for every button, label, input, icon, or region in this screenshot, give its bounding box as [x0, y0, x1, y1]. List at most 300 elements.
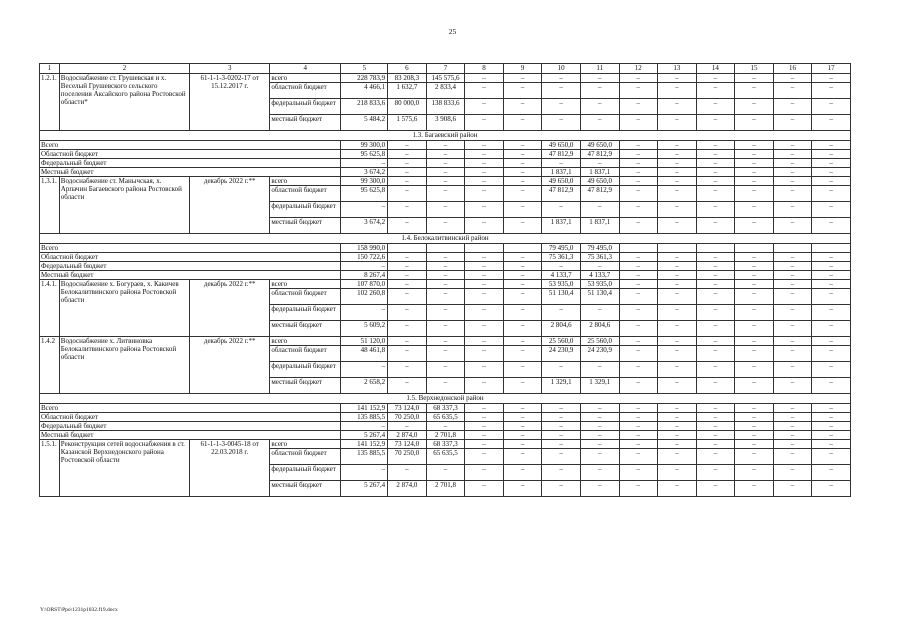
value-cell: – — [580, 465, 619, 481]
value-cell: – — [426, 321, 465, 337]
value-cell: – — [735, 440, 774, 449]
value-cell: – — [812, 141, 851, 150]
value-cell: – — [735, 74, 774, 83]
value-cell: – — [465, 431, 504, 440]
summary-label: Всего — [40, 404, 341, 413]
district-section-row — [40, 394, 851, 404]
summary-label: Всего — [40, 244, 341, 253]
value-cell: – — [773, 202, 812, 218]
value-cell: – — [735, 99, 774, 115]
value-cell: 4 466,1 — [341, 83, 388, 99]
column-number: 1 — [40, 64, 60, 74]
summary-label: Местный бюджет — [40, 431, 341, 440]
item-number: 1.2.1. — [40, 74, 60, 131]
column-number: 13 — [658, 64, 697, 74]
column-number: 5 — [341, 64, 388, 74]
value-cell: – — [773, 280, 812, 289]
value-cell: 49 650,0 — [542, 141, 581, 150]
value-cell: – — [812, 431, 851, 440]
value-cell: – — [619, 74, 658, 83]
value-cell: – — [580, 404, 619, 413]
value-cell: – — [773, 440, 812, 449]
item-number: 1.3.1. — [40, 177, 60, 234]
value-cell: 79 495,0 — [580, 244, 619, 253]
value-cell: – — [580, 422, 619, 431]
value-cell: – — [426, 378, 465, 394]
value-cell: – — [812, 413, 851, 422]
value-cell: – — [658, 305, 697, 321]
value-cell: 68 337,3 — [426, 404, 465, 413]
funding-source: местный бюджет — [270, 378, 341, 394]
summary-row — [40, 150, 851, 159]
funding-source: областной бюджет — [270, 346, 341, 362]
value-cell: – — [696, 262, 735, 271]
value-cell: 1 329,1 — [542, 378, 581, 394]
column-number: 10 — [542, 64, 581, 74]
value-cell: – — [341, 305, 388, 321]
column-number: 9 — [503, 64, 542, 74]
summary-row — [40, 159, 851, 168]
value-cell: – — [619, 440, 658, 449]
value-cell: 2 804,6 — [580, 321, 619, 337]
value-cell: – — [658, 289, 697, 305]
value-cell: 49 650,0 — [580, 177, 619, 186]
value-cell: – — [773, 431, 812, 440]
value-cell: – — [503, 253, 542, 262]
value-cell: – — [580, 83, 619, 99]
value-cell: – — [619, 271, 658, 280]
value-cell: – — [812, 422, 851, 431]
value-cell: – — [341, 202, 388, 218]
value-cell: – — [812, 262, 851, 271]
value-cell: – — [773, 115, 812, 131]
value-cell: – — [696, 150, 735, 159]
value-cell: – — [465, 202, 504, 218]
value-cell: – — [580, 159, 619, 168]
value-cell: – — [812, 481, 851, 497]
value-cell: – — [658, 440, 697, 449]
value-cell — [812, 244, 851, 253]
value-cell: 75 361,3 — [580, 253, 619, 262]
value-cell: – — [773, 83, 812, 99]
funding-source: федеральный бюджет — [270, 99, 341, 115]
value-cell: – — [773, 168, 812, 177]
value-cell: – — [465, 378, 504, 394]
value-cell: – — [503, 83, 542, 99]
value-cell: – — [658, 449, 697, 465]
value-cell: 3 674,2 — [341, 218, 388, 234]
value-cell: – — [696, 481, 735, 497]
value-cell: – — [773, 481, 812, 497]
value-cell: – — [426, 271, 465, 280]
value-cell: – — [812, 74, 851, 83]
value-cell: – — [696, 378, 735, 394]
value-cell: – — [465, 440, 504, 449]
value-cell: – — [619, 83, 658, 99]
column-number: 11 — [580, 64, 619, 74]
value-cell: – — [735, 186, 774, 202]
value-cell: – — [696, 422, 735, 431]
value-cell: – — [341, 465, 388, 481]
value-cell: – — [658, 141, 697, 150]
value-cell: – — [735, 481, 774, 497]
value-cell: – — [619, 378, 658, 394]
value-cell: – — [812, 289, 851, 305]
value-cell: – — [580, 413, 619, 422]
value-cell: – — [696, 115, 735, 131]
value-cell: – — [619, 481, 658, 497]
value-cell: – — [696, 177, 735, 186]
value-cell: – — [503, 378, 542, 394]
value-cell: – — [812, 186, 851, 202]
value-cell: – — [465, 177, 504, 186]
value-cell: – — [812, 202, 851, 218]
value-cell: – — [426, 337, 465, 346]
summary-row — [40, 404, 851, 413]
value-cell: – — [465, 280, 504, 289]
value-cell: 1 837,1 — [542, 168, 581, 177]
item-code: 61-1-1-3-0045-18 от 22.03.2018 г. — [190, 440, 270, 497]
funding-source: всего — [270, 440, 341, 449]
item-code: декабрь 2022 г.** — [190, 177, 270, 234]
value-cell: – — [580, 74, 619, 83]
value-cell: – — [542, 99, 581, 115]
value-cell: – — [388, 202, 427, 218]
value-cell: – — [619, 431, 658, 440]
item-name: Водоснабжение х. Богураев, х. Какичев Белокалитвинского района Ростовской области — [59, 280, 189, 337]
value-cell: – — [735, 289, 774, 305]
value-cell: – — [503, 262, 542, 271]
item-code: декабрь 2022 г.** — [190, 337, 270, 394]
value-cell: – — [426, 362, 465, 378]
value-cell: – — [735, 413, 774, 422]
value-cell: – — [426, 150, 465, 159]
value-cell: 3 674,2 — [341, 168, 388, 177]
value-cell: 5 609,2 — [341, 321, 388, 337]
value-cell: – — [465, 150, 504, 159]
funding-source: федеральный бюджет — [270, 465, 341, 481]
value-cell: – — [658, 321, 697, 337]
value-cell: – — [388, 337, 427, 346]
summary-row — [40, 141, 851, 150]
value-cell: – — [580, 262, 619, 271]
value-cell: – — [735, 449, 774, 465]
value-cell — [696, 244, 735, 253]
value-cell: 51 130,4 — [542, 289, 581, 305]
district-title: 1.5. Верхнедонской район — [40, 394, 851, 404]
value-cell: 25 560,0 — [542, 337, 581, 346]
value-cell: – — [465, 99, 504, 115]
value-cell: – — [580, 440, 619, 449]
value-cell: – — [696, 346, 735, 362]
value-cell: – — [658, 422, 697, 431]
value-cell: – — [773, 378, 812, 394]
value-cell: – — [619, 321, 658, 337]
value-cell: – — [503, 74, 542, 83]
value-cell: – — [465, 422, 504, 431]
value-cell: – — [465, 115, 504, 131]
value-cell: 47 812,9 — [542, 186, 581, 202]
summary-label: Местный бюджет — [40, 271, 341, 280]
value-cell: – — [503, 404, 542, 413]
value-cell: – — [735, 465, 774, 481]
value-cell: – — [619, 150, 658, 159]
value-cell: 1 575,6 — [388, 115, 427, 131]
value-cell: – — [773, 186, 812, 202]
value-cell: – — [812, 115, 851, 131]
value-cell: – — [388, 465, 427, 481]
value-cell: – — [465, 337, 504, 346]
value-cell: – — [619, 449, 658, 465]
value-cell: 4 133,7 — [542, 271, 581, 280]
value-cell: – — [812, 253, 851, 262]
summary-label: Местный бюджет — [40, 168, 341, 177]
value-cell: – — [696, 83, 735, 99]
funding-source: всего — [270, 280, 341, 289]
value-cell: 135 885,5 — [341, 449, 388, 465]
value-cell: – — [619, 202, 658, 218]
value-cell: – — [735, 280, 774, 289]
value-cell: – — [658, 150, 697, 159]
value-cell: – — [773, 289, 812, 305]
value-cell: – — [812, 465, 851, 481]
value-cell: – — [696, 362, 735, 378]
column-number: 17 — [812, 64, 851, 74]
value-cell: – — [542, 202, 581, 218]
value-cell: – — [503, 289, 542, 305]
value-cell: 47 812,9 — [542, 150, 581, 159]
value-cell: – — [773, 99, 812, 115]
value-cell: – — [735, 159, 774, 168]
value-cell: – — [735, 253, 774, 262]
value-cell: – — [542, 422, 581, 431]
value-cell: – — [503, 202, 542, 218]
value-cell: – — [658, 218, 697, 234]
value-cell: – — [773, 321, 812, 337]
value-cell: – — [735, 321, 774, 337]
value-cell — [773, 244, 812, 253]
value-cell: 68 337,3 — [426, 440, 465, 449]
value-cell: 99 300,0 — [341, 177, 388, 186]
funding-source: федеральный бюджет — [270, 305, 341, 321]
funding-source: местный бюджет — [270, 481, 341, 497]
value-cell: 95 625,8 — [341, 186, 388, 202]
value-cell: – — [735, 305, 774, 321]
value-cell: – — [696, 465, 735, 481]
value-cell: – — [542, 449, 581, 465]
value-cell: – — [465, 218, 504, 234]
value-cell: – — [465, 305, 504, 321]
value-cell: – — [426, 305, 465, 321]
value-cell: – — [773, 177, 812, 186]
value-cell: 141 152,9 — [341, 404, 388, 413]
value-cell: – — [812, 362, 851, 378]
value-cell: – — [735, 404, 774, 413]
value-cell: – — [773, 150, 812, 159]
value-cell: – — [619, 186, 658, 202]
value-cell: – — [503, 413, 542, 422]
summary-label: Областной бюджет — [40, 413, 341, 422]
value-cell: – — [619, 289, 658, 305]
value-cell: – — [619, 159, 658, 168]
column-number: 7 — [426, 64, 465, 74]
value-cell: – — [658, 404, 697, 413]
summary-row — [40, 422, 851, 431]
value-cell: – — [503, 337, 542, 346]
value-cell: – — [619, 262, 658, 271]
value-cell: – — [658, 431, 697, 440]
value-cell: – — [503, 449, 542, 465]
value-cell: 135 885,5 — [341, 413, 388, 422]
value-cell: 141 152,9 — [341, 440, 388, 449]
value-cell: – — [580, 115, 619, 131]
value-cell: 2 804,6 — [542, 321, 581, 337]
value-cell: – — [388, 280, 427, 289]
value-cell: 70 250,0 — [388, 413, 427, 422]
value-cell: – — [696, 168, 735, 177]
value-cell: – — [465, 141, 504, 150]
value-cell: – — [542, 413, 581, 422]
value-cell: 24 230,9 — [542, 346, 581, 362]
value-cell: – — [812, 177, 851, 186]
value-cell: – — [773, 362, 812, 378]
value-cell — [658, 244, 697, 253]
value-cell: – — [773, 218, 812, 234]
value-cell: – — [341, 262, 388, 271]
column-number-row — [40, 64, 851, 74]
value-cell: – — [388, 150, 427, 159]
value-cell: – — [503, 186, 542, 202]
value-cell: 47 812,9 — [580, 186, 619, 202]
value-cell: – — [658, 346, 697, 362]
value-cell: – — [465, 289, 504, 305]
value-cell: – — [696, 413, 735, 422]
value-cell — [465, 244, 504, 253]
value-cell: – — [426, 141, 465, 150]
value-cell: – — [696, 202, 735, 218]
value-cell: – — [426, 262, 465, 271]
value-cell: – — [503, 305, 542, 321]
value-cell: 2 658,2 — [341, 378, 388, 394]
value-cell: – — [696, 305, 735, 321]
value-cell: – — [619, 115, 658, 131]
value-cell: – — [812, 280, 851, 289]
value-cell: 47 812,9 — [580, 150, 619, 159]
value-cell: 107 870,0 — [341, 280, 388, 289]
value-cell: – — [426, 202, 465, 218]
value-cell: 95 625,8 — [341, 150, 388, 159]
value-cell: – — [735, 362, 774, 378]
value-cell: – — [426, 186, 465, 202]
value-cell: – — [465, 449, 504, 465]
value-cell: – — [658, 362, 697, 378]
value-cell: – — [812, 168, 851, 177]
value-cell: – — [619, 99, 658, 115]
value-cell: 5 267,4 — [341, 431, 388, 440]
district-section-row — [40, 131, 851, 141]
value-cell: – — [773, 413, 812, 422]
value-cell: – — [735, 431, 774, 440]
value-cell: – — [503, 362, 542, 378]
value-cell: – — [542, 159, 581, 168]
value-cell: – — [735, 168, 774, 177]
value-cell: – — [580, 481, 619, 497]
value-cell: – — [542, 404, 581, 413]
value-cell: – — [503, 150, 542, 159]
value-cell: 25 560,0 — [580, 337, 619, 346]
funding-source: областной бюджет — [270, 186, 341, 202]
value-cell: – — [542, 362, 581, 378]
value-cell: – — [773, 141, 812, 150]
value-cell: – — [341, 159, 388, 168]
value-cell: – — [696, 321, 735, 337]
summary-row — [40, 262, 851, 271]
value-cell: – — [812, 99, 851, 115]
value-cell: 102 260,8 — [341, 289, 388, 305]
value-cell: – — [658, 378, 697, 394]
value-cell: – — [658, 186, 697, 202]
value-cell: – — [542, 74, 581, 83]
summary-label: Областной бюджет — [40, 253, 341, 262]
value-cell: – — [812, 346, 851, 362]
value-cell: – — [658, 202, 697, 218]
value-cell: – — [812, 449, 851, 465]
value-cell: – — [696, 99, 735, 115]
district-section-row — [40, 234, 851, 244]
funding-source: областной бюджет — [270, 289, 341, 305]
value-cell: – — [465, 74, 504, 83]
value-cell: – — [465, 362, 504, 378]
value-cell: – — [388, 362, 427, 378]
value-cell: – — [619, 337, 658, 346]
file-path-footer: Y:\ORST\Ppo\1231p1032.f19.docx — [40, 607, 118, 613]
item-row — [40, 280, 851, 289]
value-cell: – — [735, 378, 774, 394]
value-cell: – — [658, 83, 697, 99]
value-cell: – — [503, 159, 542, 168]
value-cell: – — [426, 280, 465, 289]
value-cell: – — [619, 465, 658, 481]
value-cell: 5 267,4 — [341, 481, 388, 497]
value-cell: – — [388, 177, 427, 186]
item-number: 1.5.1. — [40, 440, 60, 497]
value-cell: – — [658, 253, 697, 262]
value-cell: – — [658, 177, 697, 186]
value-cell: – — [542, 481, 581, 497]
value-cell: – — [580, 431, 619, 440]
value-cell: – — [812, 321, 851, 337]
column-number: 6 — [388, 64, 427, 74]
value-cell: 53 935,0 — [542, 280, 581, 289]
value-cell: 1 837,1 — [542, 218, 581, 234]
value-cell: – — [503, 177, 542, 186]
item-row — [40, 337, 851, 346]
value-cell: – — [388, 186, 427, 202]
value-cell: – — [735, 346, 774, 362]
value-cell: – — [773, 346, 812, 362]
value-cell: – — [812, 404, 851, 413]
value-cell — [503, 244, 542, 253]
value-cell: – — [465, 413, 504, 422]
column-number: 16 — [773, 64, 812, 74]
value-cell: – — [542, 262, 581, 271]
value-cell: – — [619, 404, 658, 413]
value-cell: – — [388, 271, 427, 280]
value-cell: – — [696, 186, 735, 202]
summary-row — [40, 253, 851, 262]
value-cell: – — [619, 362, 658, 378]
value-cell: – — [735, 218, 774, 234]
